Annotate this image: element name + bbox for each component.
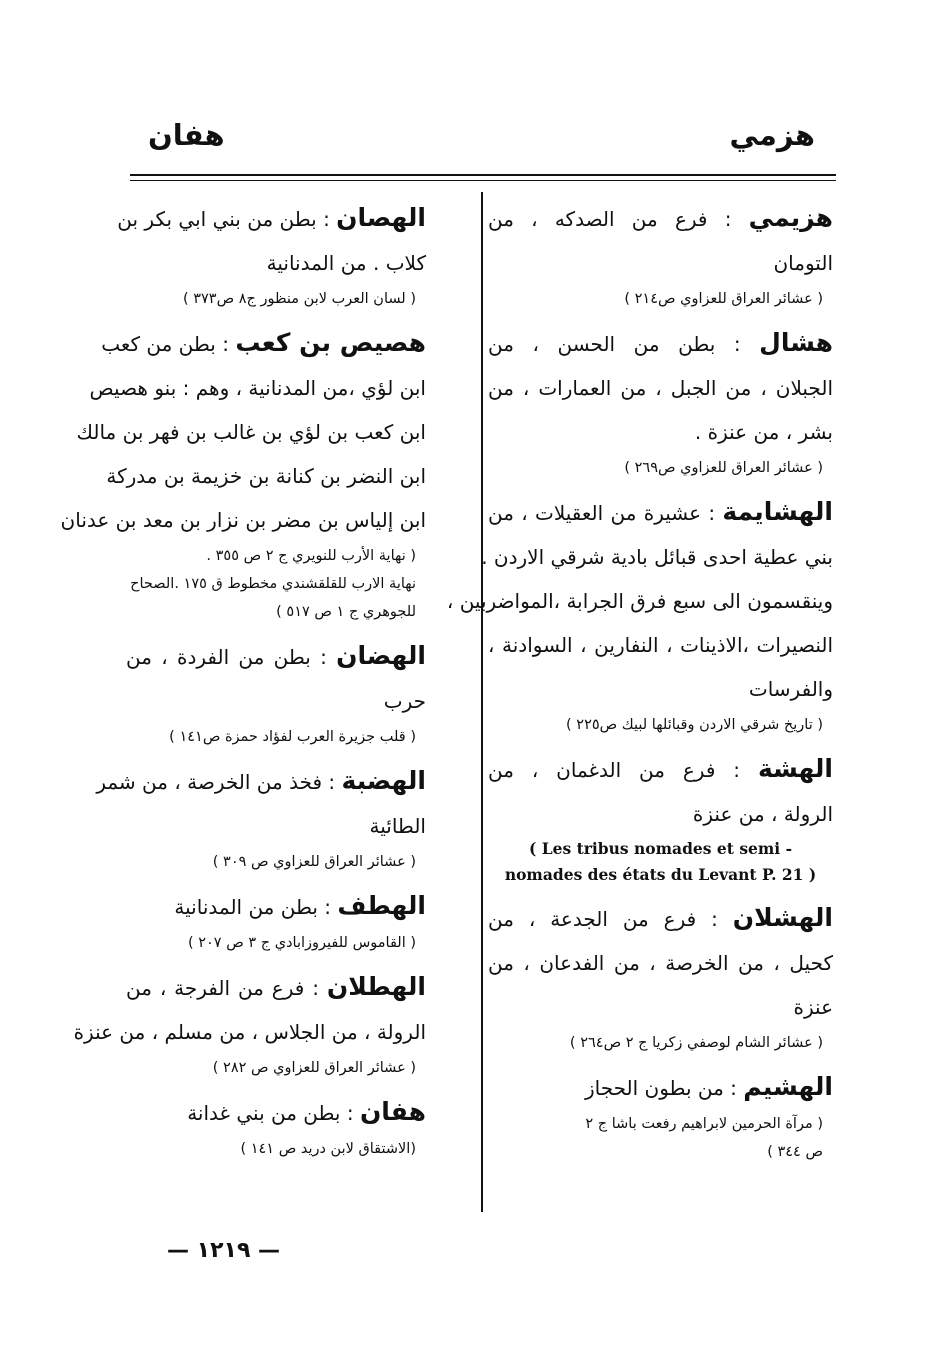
entry-first-line: الهشة : فرع من الدغمان ، من [488, 754, 833, 783]
entry-line: الرولة ، من عنزة [692, 802, 833, 826]
dictionary-entry [126, 634, 426, 751]
entry-first-line: هشال : بطن من الحسن ، من [488, 328, 833, 357]
entry-line: ابن النضر بن كنانة بن خزيمة بن مدركة [106, 464, 426, 488]
entry-headword: الهصان [336, 203, 426, 232]
entry-first-line: الهشايمة : عشيرة من العقيلات ، من [488, 497, 833, 526]
entry-line: بني عطية احدى قبائل بادية شرقي الاردن . [481, 545, 833, 569]
entry-line: الجبلان ، من الجبل ، من العمارات ، من [488, 376, 833, 400]
dictionary-entry [488, 196, 833, 313]
running-header-left: هفان [148, 118, 225, 152]
dictionary-entry [60, 321, 426, 626]
entry-headword: الهطف [337, 891, 426, 920]
entry-headword: هصيص بن كعب [235, 328, 426, 357]
entry-source: ( قلب جزيرة العرب لفؤاد حمزة ص١٤١ ) [169, 729, 416, 745]
entry-source: (الاشتقاق لابن دريد ص ١٤١ ) [240, 1141, 416, 1157]
entry-line: ابن لؤي ،من المدنانية ، وهم : بنو هصيص [89, 376, 426, 400]
entry-headword: هزيمي [748, 203, 833, 232]
entry-first-line: الهشلان : فرع من الجدعة ، من [488, 903, 833, 932]
entry-headword: الهضان [336, 641, 426, 670]
entry-line: عنزة [793, 995, 833, 1019]
entry-headword: الهشايمة [722, 497, 833, 526]
entry-first-line: الهصان : بطن من بني ابي بكر بن [117, 203, 426, 232]
entry-source: ( لسان العرب لابن منظور ج٨ ص٣٧٣ ) [182, 291, 416, 307]
entry-line: ابن إلياس بن مضر بن نزار بن معد بن عدنان [60, 508, 426, 532]
entry-first-line: هزيمي : فرع من الصدكه ، من [488, 203, 833, 232]
dictionary-entry [446, 490, 833, 739]
dictionary-entry [117, 196, 426, 313]
entry-source: ( نهاية الأرب للنويري ج ٢ ص ٣٥٥ . [206, 548, 416, 564]
entry-line: الطائية [369, 814, 426, 838]
entry-first-line: هفان : بطن من بني غدانة [187, 1097, 426, 1126]
dictionary-entry [73, 965, 426, 1082]
entry-line: التومان [773, 251, 833, 275]
entry-headword: الهشة [757, 754, 833, 783]
dictionary-entry [488, 1065, 833, 1166]
right-column [446, 196, 833, 1174]
column-divider [481, 192, 483, 1212]
entry-headword: الهشلان [732, 903, 833, 932]
entry-source: ( القاموس للفيروزابادي ج ٣ ص ٢٠٧ ) [187, 935, 416, 951]
dictionary-entry [96, 759, 426, 876]
entry-line: بشر ، من عنزة . [694, 420, 833, 444]
entry-first-line: الهضان : بطن من الفردة ، من [126, 641, 426, 670]
entry-source: ص ٣٤٤ ) [767, 1144, 823, 1160]
entry-source: ( مرآة الحرمين لابراهيم رفعت باشا ج ٢ [585, 1116, 823, 1132]
entry-first-line: الهضبة : فخذ من الخرصة ، من شمر [96, 766, 426, 795]
entry-first-line: الهشيم : من بطون الحجاز [584, 1072, 833, 1101]
dictionary-entry [126, 884, 426, 957]
entry-line: النصيرات ،الاذينات ، النفارين ، السوادنة ، [488, 633, 833, 657]
dictionary-entry [488, 747, 833, 888]
entry-headword: الهضبة [341, 766, 426, 795]
page-number: — ١٢١٩ — [167, 1238, 281, 1263]
entry-source: ( عشائر العراق للعزاوي ص ٢٨٢ ) [212, 1060, 416, 1076]
entry-source: ( تاريخ شرقي الاردن وقبائلها لبيك ص٢٢٥ ) [566, 717, 823, 733]
entry-first-line: الهطف : بطن من المدنانية [174, 891, 426, 920]
entry-source: نهاية الارب للقلقشندي مخطوط ق ١٧٥ .الصحاح [130, 576, 416, 592]
entry-line: حرب [383, 689, 426, 713]
entry-source: ( عشائر العراق للعزاوي ص٢١٤ ) [624, 291, 823, 307]
entry-source: ( عشائر الشام لوصفي زكريا ج ٢ ص٢٦٤ ) [569, 1035, 823, 1051]
header-rule-thick [130, 174, 836, 176]
entry-source: للجوهري ج ١ ص ٥١٧ ) [276, 604, 416, 620]
entry-headword: هشال [759, 328, 833, 357]
entry-headword: الهطلان [326, 972, 426, 1001]
dictionary-entry [126, 1090, 426, 1163]
entry-line: ابن كعب بن لؤي بن غالب بن فهر بن مالك [76, 420, 426, 444]
running-header-right: هزمي [729, 118, 815, 152]
entry-line: كحيل ، من الخرصة ، من الفدعان ، من [488, 951, 833, 975]
entry-first-line: الهطلان : فرع من الفرجة ، من [126, 972, 426, 1001]
entry-line: والفرسات [748, 677, 833, 701]
entry-source: ( عشائر العراق للعزاوي ص ٣٠٩ ) [212, 854, 416, 870]
entry-first-line: هصيص بن كعب : بطن من كعب [101, 328, 426, 357]
entry-source: ( Les tribus nomades et semi - [528, 839, 793, 858]
entry-line: كلاب . من المدنانية [266, 251, 426, 275]
dictionary-entry [488, 896, 833, 1057]
entry-source: ( عشائر العراق للعزاوي ص٢٦٩ ) [624, 460, 823, 476]
dictionary-entry [488, 321, 833, 482]
entry-source: nomades des états du Levant P. 21 ) [504, 865, 817, 884]
entry-line: الرولة ، من الجلاس ، من مسلم ، من عنزة [73, 1020, 426, 1044]
entry-headword: الهشيم [743, 1072, 833, 1101]
header-rule-thin [130, 180, 836, 181]
entry-headword: هفان [359, 1097, 426, 1126]
left-column [60, 196, 426, 1171]
entry-line: وينقسمون الى سبع فرق الجرابة ،المواضربين ، [446, 589, 833, 613]
